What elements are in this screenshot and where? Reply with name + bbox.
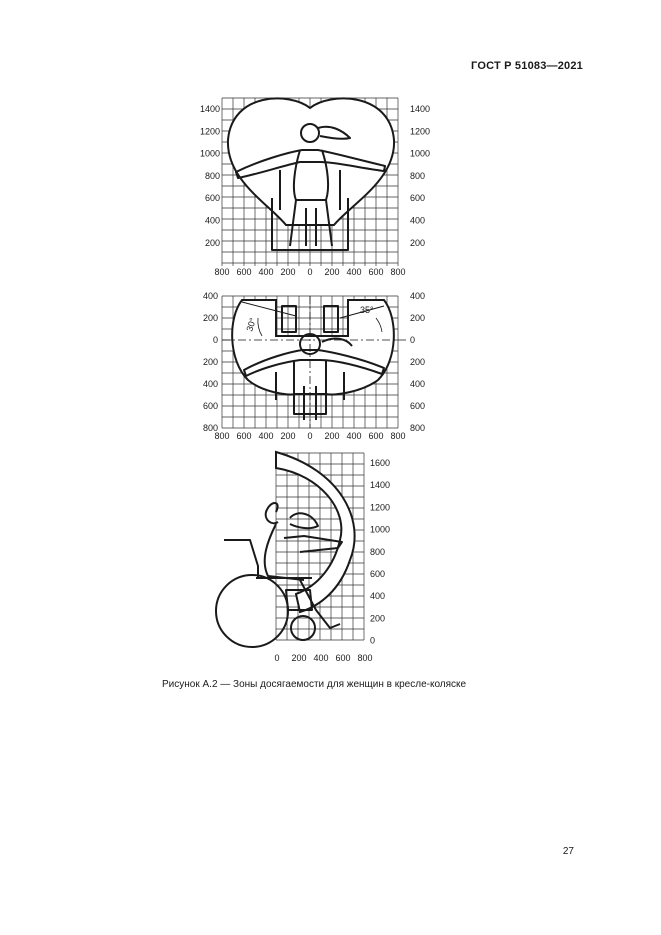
f1-y-left-tick-0: 1400 [199, 104, 220, 114]
f2-x-tick-3: 200 [280, 431, 296, 441]
f1-y-right-tick-5: 400 [410, 215, 426, 226]
side-reach-zone [276, 452, 355, 612]
f3-y-tick-1: 1400 [370, 480, 391, 491]
f1-y-right-tick-3: 800 [410, 170, 426, 181]
f3-y-tick-4: 800 [370, 546, 386, 557]
f3-x-tick-0: 0 [274, 653, 280, 663]
f2-y-left-tick-0: 400 [202, 291, 218, 301]
side-reach-svg [210, 450, 410, 665]
f2-y-left-tick-5: 600 [202, 401, 218, 411]
f2-x-tick-4: 0 [307, 431, 313, 441]
f1-x-tick-7: 600 [368, 267, 384, 277]
f2-y-right-tick-2: 0 [410, 335, 416, 345]
f1-y-left-tick-5: 400 [204, 215, 220, 226]
f1-x-tick-3: 200 [280, 267, 296, 277]
f3-y-tick-5: 600 [370, 569, 386, 579]
f3-x-tick-4: 800 [357, 653, 373, 663]
f2-x-tick-6: 400 [346, 431, 362, 441]
f1-x-tick-2: 400 [258, 267, 274, 277]
top-reach-svg [195, 285, 435, 445]
f1-y-right-tick-6: 200 [410, 237, 426, 248]
side-reach-diagram [210, 450, 410, 665]
f2-x-tick-5: 200 [324, 431, 340, 441]
f1-y-left-tick-2: 1000 [199, 148, 220, 159]
front-reach-svg [195, 95, 435, 280]
f2-x-tick-1: 600 [236, 431, 252, 441]
f1-y-right-tick-4: 600 [410, 193, 426, 204]
f2-y-right-tick-1: 200 [410, 313, 426, 323]
f2-y-right-tick-0: 400 [410, 291, 426, 301]
f2-x-tick-8: 800 [390, 431, 406, 441]
f2-x-tick-2: 400 [258, 431, 274, 441]
f1-y-right-tick-2: 1000 [410, 148, 431, 159]
f1-x-tick-5: 200 [324, 267, 340, 277]
f1-y-left-tick-6: 200 [204, 237, 220, 248]
f1-x-tick-8: 800 [390, 267, 406, 277]
f2-y-right-tick-5: 600 [410, 401, 426, 411]
f2-y-right-tick-4: 400 [410, 379, 426, 389]
f3-x-tick-3: 600 [335, 653, 351, 663]
f3-y-tick-0: 1600 [370, 458, 391, 468]
f1-y-left-tick-4: 600 [204, 193, 220, 204]
f1-y-left-tick-1: 1200 [199, 126, 220, 137]
f2-y-left-tick-6: 800 [202, 423, 218, 433]
f2-y-right-tick-3: 200 [410, 357, 426, 367]
front-reach-diagram [195, 95, 435, 280]
angle-label-right: 35° [360, 305, 374, 315]
f3-x-tick-1: 200 [291, 653, 307, 663]
f1-x-tick-4: 0 [307, 267, 313, 277]
f3-y-tick-7: 200 [370, 613, 386, 624]
f1-x-tick-6: 400 [346, 267, 362, 277]
f3-x-tick-2: 400 [313, 653, 329, 663]
f2-x-tick-7: 600 [368, 431, 384, 441]
f2-y-left-tick-2: 0 [212, 335, 218, 345]
page-number: 27 [562, 846, 574, 857]
f2-y-left-tick-1: 200 [202, 313, 218, 323]
f1-x-tick-1: 600 [236, 267, 252, 277]
f2-y-left-tick-3: 200 [202, 357, 218, 367]
f2-y-right-tick-6: 800 [410, 423, 426, 433]
f3-y-tick-8: 0 [370, 635, 376, 646]
top-reach-diagram [195, 285, 435, 445]
f1-y-left-tick-3: 800 [204, 170, 220, 181]
f3-y-tick-3: 1000 [370, 524, 391, 535]
f2-x-tick-0: 800 [214, 431, 230, 441]
f1-y-right-tick-0: 1400 [410, 104, 431, 114]
document-standard-code: ГОСТ Р 51083—2021 [471, 60, 583, 72]
f1-y-right-tick-1: 1200 [410, 126, 431, 137]
f2-y-left-tick-4: 400 [202, 379, 218, 389]
f3-y-tick-2: 1200 [370, 502, 391, 513]
f1-x-tick-0: 800 [214, 267, 230, 277]
figure-caption: Рисунок А.2 — Зоны досягаемости для женщин в кресле-коляске [162, 679, 467, 690]
f3-y-tick-6: 400 [370, 591, 386, 602]
angle-label-left: 30° [244, 316, 259, 333]
